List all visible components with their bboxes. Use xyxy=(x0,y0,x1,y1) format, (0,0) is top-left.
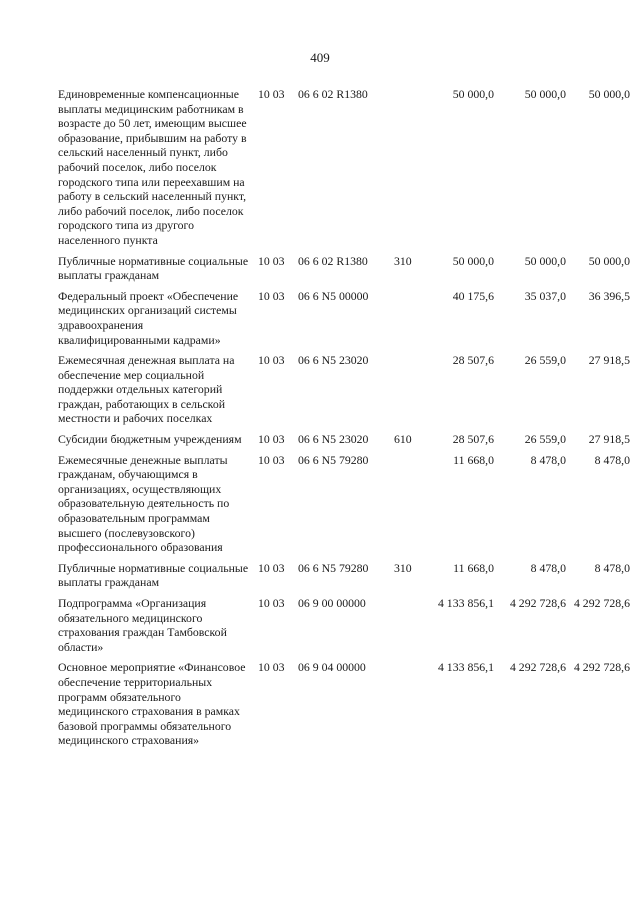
row-expense-type xyxy=(394,353,418,432)
row-amount-year3: 50 000,0 xyxy=(588,87,630,101)
row-section-code: 10 03 xyxy=(258,452,285,467)
row-section-code: 10 03 xyxy=(258,253,285,268)
row-expense-type: 310 xyxy=(394,253,412,268)
row-amount-year1: 50 000,0 xyxy=(452,87,494,101)
row-expense-type xyxy=(394,596,418,660)
page-number: 409 xyxy=(310,50,330,65)
row-section-code: 10 03 xyxy=(258,660,285,675)
row-amount-year3: 36 396,5 xyxy=(588,288,630,303)
row-amount-year3: 27 918,5 xyxy=(588,432,630,447)
row-target-code: 06 6 N5 23020 xyxy=(298,432,369,447)
row-name-cell xyxy=(58,660,256,754)
row-amount-year2: 26 559,0 xyxy=(524,353,566,368)
row-amount-year1: 28 507,6 xyxy=(452,353,494,368)
row-expense-type: 310 xyxy=(394,560,412,575)
row-amount-year2: 50 000,0 xyxy=(524,87,566,101)
row-target-code: 06 6 N5 23020 xyxy=(298,353,369,368)
row-name: Подпрограмма «Организация обязательного медицинского страхования граждан Тамбовской области» xyxy=(58,596,227,654)
row-section-code: 10 03 xyxy=(258,560,285,575)
table-row xyxy=(58,254,630,289)
row-name: Субсидии бюджетным учреждениям xyxy=(58,432,242,447)
row-amount-year2: 4 292 728,6 xyxy=(509,596,566,610)
row-amount-year1: 50 000,0 xyxy=(452,253,494,268)
row-amount-year1: 4 133 856,1 xyxy=(437,596,494,610)
row-name-cell xyxy=(58,561,256,596)
row-target-code: 06 6 02 R1380 xyxy=(298,87,368,101)
row-expense-type xyxy=(394,87,418,254)
row-name: Основное мероприятие «Финансовое обеспечение территориальных программ обязательного медицинского страхования в рамках базовой программы обязательного медицинского страхования» xyxy=(58,660,246,748)
row-amount-year2: 8 478,0 xyxy=(530,452,566,467)
row-amount-year1: 40 175,6 xyxy=(452,288,494,303)
row-amount-year1: 4 133 856,1 xyxy=(437,660,494,675)
row-name: Публичные нормативные социальные выплаты гражданам xyxy=(58,560,249,590)
table-row xyxy=(58,353,630,432)
row-amount-year2: 4 292 728,6 xyxy=(509,660,566,675)
table-row xyxy=(58,561,630,596)
row-expense-type xyxy=(394,660,418,754)
row-target-code: 06 6 N5 79280 xyxy=(298,452,369,467)
row-section-code: 10 03 xyxy=(258,87,285,101)
budget-table xyxy=(58,87,630,754)
row-amount-year1: 28 507,6 xyxy=(452,432,494,447)
table-row xyxy=(58,453,630,561)
row-name-cell xyxy=(58,596,256,660)
row-name: Ежемесячная денежная выплата на обеспечение мер социальной поддержки отдельных категорий граждан, работающих в сельской местности и рабочих поселках xyxy=(58,353,235,426)
row-amount-year1: 11 668,0 xyxy=(453,560,494,575)
table-row xyxy=(58,87,630,254)
row-name-cell xyxy=(58,353,256,432)
row-name: Ежемесячные денежные выплаты гражданам, обучающимся в организациях, осуществляющих образовательную деятельность по образовательным программам высшего (послевузовского) профессионального образования xyxy=(58,452,230,555)
row-amount-year1: 11 668,0 xyxy=(453,452,494,467)
row-name-cell xyxy=(58,289,256,353)
table-row xyxy=(58,660,630,754)
table-row xyxy=(58,289,630,353)
row-amount-year3: 27 918,5 xyxy=(588,353,630,368)
row-amount-year2: 50 000,0 xyxy=(524,253,566,268)
row-target-code: 06 9 00 00000 xyxy=(298,596,366,610)
row-expense-type xyxy=(394,289,418,353)
row-section-code: 10 03 xyxy=(258,353,285,368)
row-section-code: 10 03 xyxy=(258,432,285,447)
row-target-code: 06 9 04 00000 xyxy=(298,660,366,675)
row-name: Публичные нормативные социальные выплаты гражданам xyxy=(58,253,249,283)
row-expense-type xyxy=(394,453,418,561)
table-row xyxy=(58,432,630,453)
row-amount-year2: 26 559,0 xyxy=(524,432,566,447)
row-name-cell xyxy=(58,432,256,453)
row-target-code: 06 6 02 R1380 xyxy=(298,253,368,268)
row-name-cell xyxy=(58,87,256,254)
row-expense-type: 610 xyxy=(394,432,412,447)
row-target-code: 06 6 N5 79280 xyxy=(298,560,369,575)
row-name-cell xyxy=(58,254,256,289)
row-target-code: 06 6 N5 00000 xyxy=(298,288,369,303)
row-section-code: 10 03 xyxy=(258,288,285,303)
row-name: Единовременные компенсационные выплаты медицинским работникам в возрасте до 50 лет, имеющим высшее образование, прибывшим на работу в сельский населенный пункт, либо рабочий поселок, либо поселок городского типа или переехавшим на работу в сельский населенный пункт, либо рабочий поселок, либо поселок городского типа из другого населенного пункта xyxy=(58,87,247,247)
row-amount-year2: 8 478,0 xyxy=(530,560,566,575)
row-amount-year3: 8 478,0 xyxy=(594,560,630,575)
row-amount-year3: 4 292 728,6 xyxy=(573,596,630,610)
row-amount-year3: 50 000,0 xyxy=(588,253,630,268)
row-amount-year3: 8 478,0 xyxy=(594,452,630,467)
row-amount-year2: 35 037,0 xyxy=(524,288,566,303)
row-name-cell xyxy=(58,453,256,561)
budget-table-body xyxy=(58,87,630,754)
row-name: Федеральный проект «Обеспечение медицинских организаций системы здравоохранения квалифицированными кадрами» xyxy=(58,288,239,347)
row-amount-year3: 4 292 728,6 xyxy=(573,660,630,675)
table-row xyxy=(58,596,630,660)
row-section-code: 10 03 xyxy=(258,596,285,610)
